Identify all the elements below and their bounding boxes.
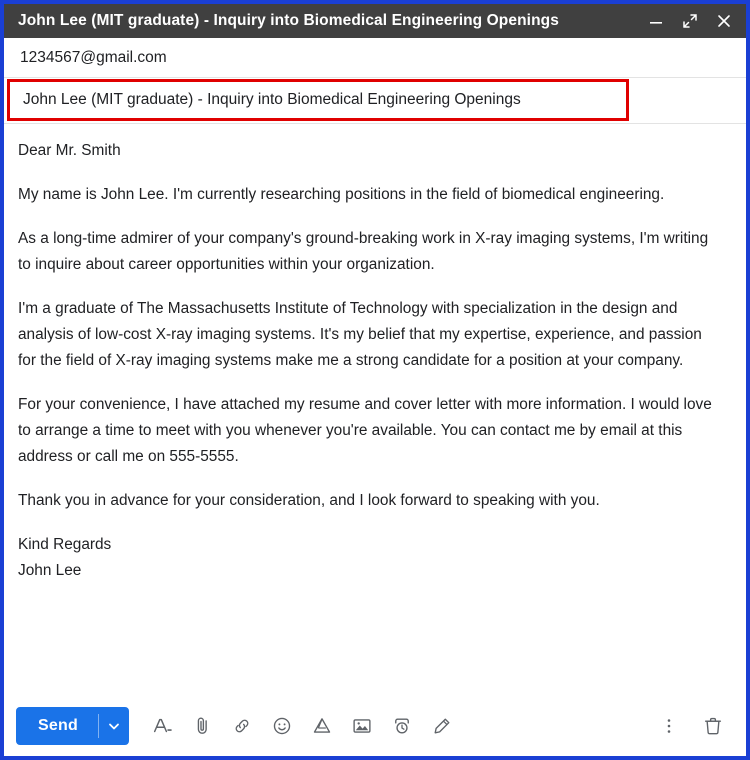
- maximize-button[interactable]: [674, 6, 706, 36]
- more-options-icon[interactable]: [650, 707, 688, 745]
- send-button[interactable]: Send: [38, 717, 78, 734]
- window-controls: [640, 6, 740, 36]
- insert-drive-file-icon[interactable]: [303, 707, 341, 745]
- send-button-group[interactable]: [16, 707, 129, 745]
- to-field-value[interactable]: 1234567@gmail.com: [20, 48, 167, 66]
- attach-file-icon[interactable]: [183, 707, 221, 745]
- window-title: John Lee (MIT graduate) - Inquiry into Biomedical Engineering Openings: [18, 12, 559, 29]
- trash-icon[interactable]: [694, 707, 732, 745]
- compose-toolbar: [4, 695, 746, 756]
- body-paragraph: I'm a graduate of The Massachusetts Institute of Technology with specialization in the design and analysis of low-cost X-ray imaging systems. It's my belief that my expertise, experience, and passion for the field of X-ray imaging systems make me a strong candidate for a position at your company.: [18, 300, 702, 369]
- subject-field-row[interactable]: [4, 78, 746, 124]
- body-signoff: Kind Regards: [18, 536, 112, 553]
- close-button[interactable]: [708, 6, 740, 36]
- formatting-options-icon[interactable]: [143, 707, 181, 745]
- body-signature-name: John Lee: [18, 562, 82, 579]
- window-titlebar: [4, 4, 746, 38]
- confidential-mode-icon[interactable]: [383, 707, 421, 745]
- send-options-button[interactable]: [99, 707, 129, 745]
- insert-emoji-icon[interactable]: [263, 707, 301, 745]
- body-paragraph: Dear Mr. Smith: [18, 142, 121, 159]
- insert-link-icon[interactable]: [223, 707, 261, 745]
- message-body[interactable]: [4, 124, 746, 695]
- body-paragraph: Thank you in advance for your consideration, and I look forward to speaking with you.: [18, 492, 600, 509]
- toolbar-right-actions: [650, 707, 732, 745]
- subject-field-value[interactable]: John Lee (MIT graduate) - Inquiry into Biomedical Engineering Openings: [23, 91, 521, 108]
- minimize-button[interactable]: [640, 6, 672, 36]
- subject-highlight-box: [7, 79, 629, 121]
- insert-photo-icon[interactable]: [343, 707, 381, 745]
- body-paragraph: My name is John Lee. I'm currently researching positions in the field of biomedical engineering.: [18, 186, 665, 203]
- formatting-tools: [143, 707, 650, 745]
- to-field-row[interactable]: [4, 38, 746, 78]
- body-paragraph: As a long-time admirer of your company's ground-breaking work in X-ray imaging systems, I'm writing to inquire about career opportunities within your organization.: [18, 230, 709, 273]
- insert-signature-icon[interactable]: [423, 707, 461, 745]
- body-paragraph: For your convenience, I have attached my resume and cover letter with more information. I would love to arrange a time to meet with you whenever you're available. You can contact me by email at this address or call me on 555-5555.: [18, 396, 712, 465]
